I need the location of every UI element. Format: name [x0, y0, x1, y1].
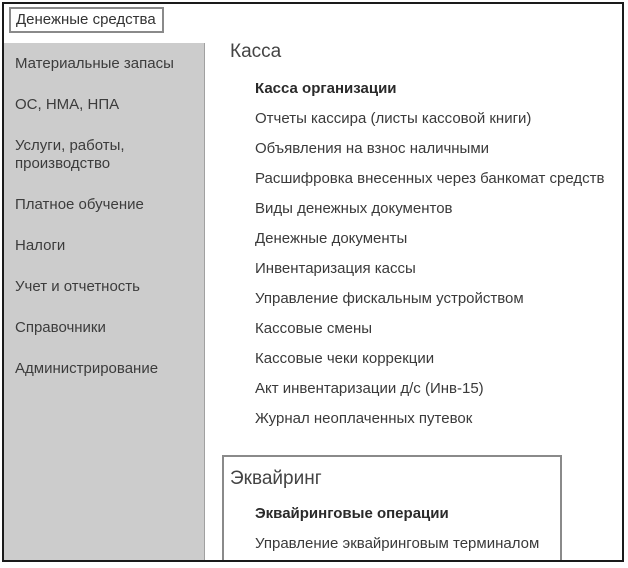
sidebar-item-references[interactable]: Справочники	[15, 319, 106, 336]
main-content	[205, 4, 622, 560]
link-cash-deposit-notices[interactable]: Объявления на взнос наличными	[255, 140, 490, 157]
link-cash-shifts[interactable]: Кассовые смены	[255, 320, 373, 337]
link-acquiring-terminal[interactable]: Управление эквайринговым терминалом	[255, 535, 540, 552]
link-money-documents[interactable]: Денежные документы	[255, 230, 408, 247]
link-money-document-types[interactable]: Виды денежных документов	[255, 200, 453, 217]
sidebar-item-administration[interactable]: Администрирование	[15, 360, 159, 377]
sidebar-item-money[interactable]: Денежные средства	[9, 7, 164, 33]
link-fiscal-device[interactable]: Управление фискальным устройством	[255, 290, 524, 307]
sidebar-item-taxes[interactable]: Налоги	[15, 237, 66, 254]
link-inventory-act[interactable]: Акт инвентаризации д/с (Инв-15)	[255, 380, 484, 397]
sidebar-item-active[interactable]	[4, 4, 205, 43]
sidebar	[4, 4, 205, 560]
link-cash-inventory[interactable]: Инвентаризация кассы	[255, 260, 416, 277]
link-acquiring-operations[interactable]: Эквайринговые операции	[255, 505, 449, 522]
sidebar-item-materials[interactable]: Материальные запасы	[15, 55, 174, 72]
link-correction-receipts[interactable]: Кассовые чеки коррекции	[255, 350, 435, 367]
link-cashier-reports[interactable]: Отчеты кассира (листы кассовой книги)	[255, 110, 532, 127]
link-unpaid-vouchers-journal[interactable]: Журнал неоплаченных путевок	[255, 410, 473, 427]
sidebar-item-fixed-assets[interactable]: ОС, НМА, НПА	[15, 96, 120, 113]
link-atm-deposit-details[interactable]: Расшифровка внесенных через банкомат средств	[255, 170, 605, 187]
section-title-acquiring: Эквайринг	[230, 468, 322, 489]
sidebar-item-accounting[interactable]: Учет и отчетность	[15, 278, 140, 295]
section-title-kassa: Касса	[230, 41, 282, 62]
window-frame	[2, 2, 624, 562]
link-kassa-organization[interactable]: Касса организации	[255, 80, 397, 97]
sidebar-item-paid-education[interactable]: Платное обучение	[15, 196, 144, 213]
sidebar-item-services[interactable]: Услуги, работы, производство	[15, 137, 125, 172]
